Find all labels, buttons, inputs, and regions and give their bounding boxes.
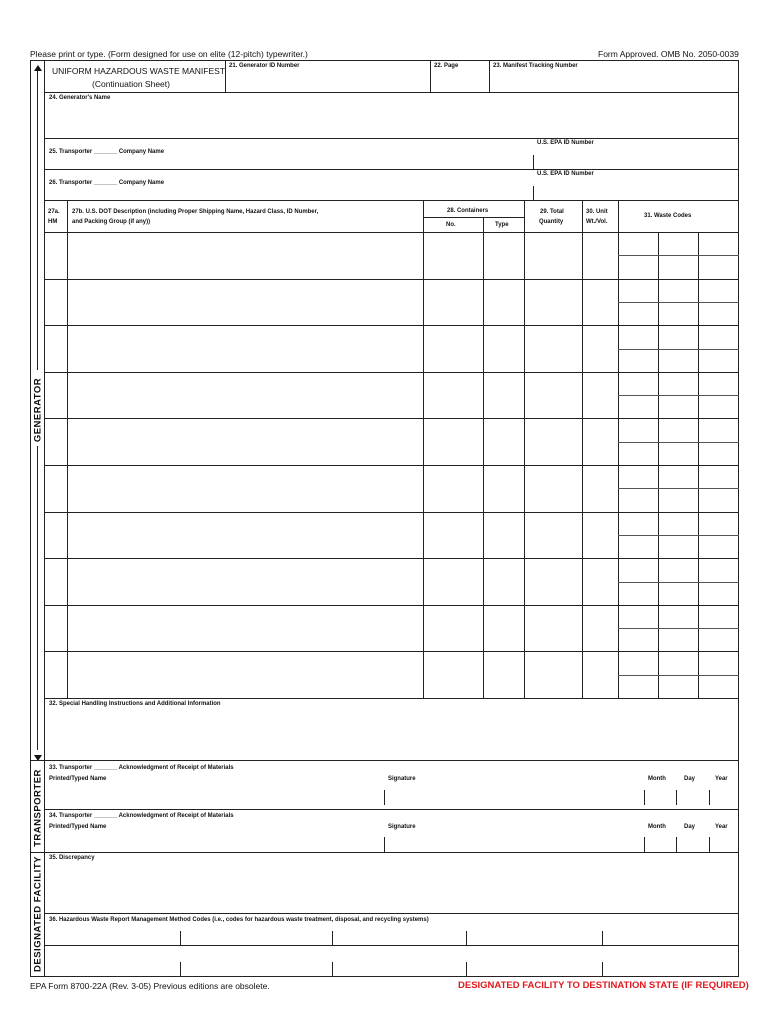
waste-code-field[interactable] (660, 515, 696, 529)
waste-code-field[interactable] (700, 631, 737, 645)
waste-code-subrow-line (618, 349, 739, 350)
unit-label-1: 30. Unit (586, 208, 608, 215)
signature-34-tick (384, 837, 385, 852)
printed-name-34-field[interactable] (49, 836, 379, 850)
waste-code-field[interactable] (660, 654, 696, 668)
waste-code-field[interactable] (620, 375, 656, 389)
unit-field[interactable] (586, 376, 614, 390)
signature-33-label: Signature (388, 775, 416, 782)
table-row-divider (44, 651, 739, 652)
transporter-25-label: 25. Transporter _______ Company Name (49, 148, 165, 155)
method-code-tick-5 (180, 962, 181, 977)
hm-field[interactable] (47, 283, 65, 297)
waste-code-field[interactable] (700, 235, 737, 249)
epa-25-tick (533, 155, 534, 169)
waste-code-field[interactable] (660, 468, 696, 482)
waste-code-field[interactable] (700, 328, 737, 342)
waste-code-field[interactable] (700, 585, 737, 599)
total-quantity-field[interactable] (528, 329, 578, 343)
waste-code-field[interactable] (620, 468, 656, 482)
container-no-field[interactable] (427, 469, 479, 483)
container-type-field[interactable] (487, 655, 520, 669)
side-column-divider (44, 60, 45, 977)
generator-name-label: 24. Generator's Name (49, 94, 111, 101)
container-no-field[interactable] (427, 609, 479, 623)
total-quantity-field[interactable] (528, 469, 578, 483)
unit-field[interactable] (586, 655, 614, 669)
total-quantity-field[interactable] (528, 655, 578, 669)
method-code-8-field[interactable] (470, 960, 598, 974)
method-code-tick-3 (466, 931, 467, 945)
dot-description-label-2: and Packing Group (if any)) (72, 218, 151, 225)
section-divider-transporter (30, 760, 739, 761)
waste-code-field[interactable] (700, 678, 737, 692)
signature-34-label: Signature (388, 823, 416, 830)
year-34-tick (709, 837, 710, 852)
waste-code-field[interactable] (660, 235, 696, 249)
facility-section-label: DESIGNATED FACILITY (32, 856, 44, 972)
container-no-field[interactable] (427, 422, 479, 436)
transporter-25-company-field[interactable] (200, 146, 526, 160)
day-33-tick (676, 790, 677, 805)
unit-field[interactable] (586, 236, 614, 250)
unit-field[interactable] (586, 422, 614, 436)
waste-code-field[interactable] (700, 538, 737, 552)
total-quantity-label-1: 29. Total (540, 208, 564, 215)
waste-code-field[interactable] (620, 654, 656, 668)
generator-section-label: GENERATOR (32, 377, 44, 443)
unit-label-2: Wt./Vol. (586, 218, 608, 225)
day-33-label: Day (684, 775, 695, 782)
section-divider-facility (30, 852, 739, 853)
month-33-field[interactable] (648, 790, 674, 804)
year-34-field[interactable] (713, 837, 737, 851)
row-35-bottom (44, 913, 739, 914)
instructions-text: Please print or type. (Form designed for use on elite (12-pitch) typewriter.) (30, 49, 308, 59)
container-type-field[interactable] (487, 236, 520, 250)
hm-field[interactable] (47, 655, 65, 669)
divider-22 (430, 60, 431, 92)
waste-code-field[interactable] (620, 235, 656, 249)
discrepancy-label: 35. Discrepancy (49, 854, 95, 861)
dot-description-field[interactable] (71, 283, 419, 297)
unit-field[interactable] (586, 609, 614, 623)
col-unit-divider (618, 200, 619, 698)
table-row-divider (44, 605, 739, 606)
method-code-tick-8 (602, 962, 603, 977)
month-33-tick (644, 790, 645, 805)
generator-id-label: 21. Generator ID Number (229, 62, 300, 69)
containers-type-label: Type (495, 221, 509, 228)
waste-code-field[interactable] (660, 538, 696, 552)
form-title: UNIFORM HAZARDOUS WASTE MANIFEST (52, 66, 225, 76)
container-no-field[interactable] (427, 655, 479, 669)
waste-code-field[interactable] (620, 352, 656, 366)
method-code-2-field[interactable] (184, 929, 328, 943)
container-no-field[interactable] (427, 283, 479, 297)
waste-code-field[interactable] (700, 515, 737, 529)
printed-name-33-label: Printed/Typed Name (49, 775, 107, 782)
unit-field[interactable] (586, 283, 614, 297)
waste-code-field[interactable] (620, 305, 656, 319)
dot-description-field[interactable] (71, 422, 419, 436)
year-33-field[interactable] (713, 790, 737, 804)
waste-code-field[interactable] (620, 631, 656, 645)
container-type-field[interactable] (487, 283, 520, 297)
waste-code-field[interactable] (660, 631, 696, 645)
transporter-34-label: 34. Transporter _______ Acknowledgment of Receipt of Materials (49, 812, 234, 819)
waste-code-field[interactable] (620, 515, 656, 529)
waste-code-field[interactable] (660, 282, 696, 296)
row-25-bottom (44, 169, 739, 170)
container-type-field[interactable] (487, 469, 520, 483)
signature-33-field[interactable] (388, 788, 638, 802)
method-code-4-field[interactable] (470, 929, 598, 943)
waste-code-field[interactable] (700, 305, 737, 319)
special-handling-label: 32. Special Handling Instructions and Additional Information (49, 700, 221, 707)
waste-code-field[interactable] (620, 421, 656, 435)
form-number: EPA Form 8700-22A (Rev. 3-05) Previous editions are obsolete. (30, 981, 270, 991)
dot-description-field[interactable] (71, 562, 419, 576)
page-field[interactable] (434, 74, 486, 88)
day-34-field[interactable] (680, 837, 706, 851)
waste-code-field[interactable] (660, 421, 696, 435)
total-quantity-field[interactable] (528, 562, 578, 576)
waste-code-field[interactable] (620, 445, 656, 459)
hm-field[interactable] (47, 422, 65, 436)
waste-code-field[interactable] (700, 421, 737, 435)
total-quantity-field[interactable] (528, 422, 578, 436)
unit-field[interactable] (586, 329, 614, 343)
method-code-tick-6 (332, 962, 333, 977)
method-code-3-field[interactable] (336, 929, 462, 943)
total-quantity-label-2: Quantity (539, 218, 564, 225)
container-no-field[interactable] (427, 516, 479, 530)
generator-name-field[interactable] (49, 108, 733, 134)
month-34-tick (644, 837, 645, 852)
title-row-bottom (44, 92, 739, 93)
table-row-divider (44, 558, 739, 559)
method-code-6-field[interactable] (184, 960, 328, 974)
dot-description-field[interactable] (71, 655, 419, 669)
container-no-field[interactable] (427, 562, 479, 576)
hm-label-1: 27a. (48, 208, 60, 215)
waste-code-field[interactable] (620, 678, 656, 692)
epa-26-tick (533, 186, 534, 200)
waste-code-subrow-line (618, 488, 739, 489)
generator-arrow-line-top (37, 70, 38, 370)
month-33-label: Month (648, 775, 666, 782)
year-33-tick (709, 790, 710, 805)
container-type-field[interactable] (487, 516, 520, 530)
waste-code-field[interactable] (620, 491, 656, 505)
waste-code-field[interactable] (620, 585, 656, 599)
transporter-33-label: 33. Transporter _______ Acknowledgment of Receipt of Materials (49, 764, 234, 771)
waste-code-field[interactable] (660, 305, 696, 319)
total-quantity-field[interactable] (528, 609, 578, 623)
waste-code-field[interactable] (700, 468, 737, 482)
waste-code-field[interactable] (700, 258, 737, 272)
waste-code-subrow-line (618, 255, 739, 256)
row-33-bottom (44, 809, 739, 810)
containers-subdivider (423, 217, 524, 218)
col-no-divider (483, 217, 484, 698)
method-code-tick-4 (602, 931, 603, 945)
method-code-tick-7 (466, 962, 467, 977)
transporter-25-epa-field[interactable] (537, 154, 733, 168)
waste-code-field[interactable] (620, 538, 656, 552)
waste-code-subrow-line (618, 628, 739, 629)
waste-code-field[interactable] (660, 328, 696, 342)
divider-21 (225, 60, 226, 92)
waste-code-field[interactable] (620, 328, 656, 342)
container-type-field[interactable] (487, 376, 520, 390)
form-subtitle: (Continuation Sheet) (92, 79, 170, 89)
waste-code-field[interactable] (620, 561, 656, 575)
waste-code-field[interactable] (660, 445, 696, 459)
month-34-label: Month (648, 823, 666, 830)
waste-code-field[interactable] (700, 398, 737, 412)
waste-code-field[interactable] (660, 258, 696, 272)
unit-field[interactable] (586, 562, 614, 576)
table-row-divider (44, 279, 739, 280)
waste-code-field[interactable] (700, 352, 737, 366)
generator-arrow-line-bottom (37, 446, 38, 750)
col-type-divider (524, 200, 525, 698)
table-row-divider (44, 418, 739, 419)
method-code-5-field[interactable] (49, 960, 177, 974)
unit-field[interactable] (586, 516, 614, 530)
dot-description-field[interactable] (71, 376, 419, 390)
waste-code-field[interactable] (700, 491, 737, 505)
waste-code-field[interactable] (700, 375, 737, 389)
year-34-label: Year (715, 823, 728, 830)
container-type-field[interactable] (487, 562, 520, 576)
waste-code-field[interactable] (660, 561, 696, 575)
row-24-bottom (44, 138, 739, 139)
row-26-bottom (44, 200, 739, 201)
table-row-divider (44, 465, 739, 466)
hm-field[interactable] (47, 516, 65, 530)
arrow-up-icon (33, 64, 43, 76)
container-type-field[interactable] (487, 422, 520, 436)
method-codes-mid-line (44, 945, 739, 946)
manifest-tracking-label: 23. Manifest Tracking Number (493, 62, 578, 69)
transporter-26-epa-field[interactable] (537, 185, 733, 199)
method-code-tick-2 (332, 931, 333, 945)
hm-field[interactable] (47, 236, 65, 250)
dot-description-field[interactable] (71, 469, 419, 483)
hm-field[interactable] (47, 609, 65, 623)
table-row-divider (44, 325, 739, 326)
method-code-7-field[interactable] (336, 960, 462, 974)
transporter-26-label: 26. Transporter _______ Company Name (49, 179, 165, 186)
waste-code-field[interactable] (700, 654, 737, 668)
hm-label-2: HM (48, 218, 58, 225)
signature-33-tick (384, 790, 385, 805)
method-codes-label: 36. Hazardous Waste Report Management Method Codes (i.e., codes for hazardous waste treatment, disposal, and recycling systems) (49, 916, 429, 923)
waste-code-field[interactable] (660, 375, 696, 389)
waste-code-field[interactable] (700, 282, 737, 296)
container-no-field[interactable] (427, 236, 479, 250)
waste-code-field[interactable] (700, 445, 737, 459)
arrow-down-icon (33, 748, 43, 760)
printed-name-34-label: Printed/Typed Name (49, 823, 107, 830)
manifest-tracking-field[interactable] (493, 74, 733, 88)
container-no-field[interactable] (427, 376, 479, 390)
unit-field[interactable] (586, 469, 614, 483)
waste-code-subrow-line (618, 302, 739, 303)
table-bottom (44, 698, 739, 699)
waste-code-field[interactable] (660, 491, 696, 505)
waste-code-subrow-line (618, 582, 739, 583)
waste-code-subrow-line (618, 535, 739, 536)
containers-label: 28. Containers (447, 207, 489, 214)
dot-description-field[interactable] (71, 516, 419, 530)
waste-code-field[interactable] (660, 678, 696, 692)
waste-code-field[interactable] (620, 608, 656, 622)
waste-code-field[interactable] (660, 608, 696, 622)
table-header-bottom (44, 232, 739, 233)
generator-id-field[interactable] (229, 74, 425, 88)
hm-field[interactable] (47, 329, 65, 343)
container-type-field[interactable] (487, 329, 520, 343)
waste-code-field[interactable] (620, 398, 656, 412)
day-33-field[interactable] (680, 790, 706, 804)
containers-no-label: No. (446, 221, 456, 228)
hm-field[interactable] (47, 376, 65, 390)
waste-code-subrow-line (618, 442, 739, 443)
total-quantity-field[interactable] (528, 516, 578, 530)
transporter-26-epa-label: U.S. EPA ID Number (537, 170, 594, 177)
waste-codes-label: 31. Waste Codes (644, 212, 692, 219)
page-label: 22. Page (434, 62, 459, 69)
copy-destination-label: DESIGNATED FACILITY TO DESTINATION STATE (IF REQUIRED) (458, 980, 749, 991)
waste-code-field[interactable] (660, 585, 696, 599)
container-type-field[interactable] (487, 609, 520, 623)
year-33-label: Year (715, 775, 728, 782)
method-code-1-field[interactable] (49, 929, 177, 943)
transporter-26-company-field[interactable] (200, 177, 526, 191)
container-no-field[interactable] (427, 329, 479, 343)
table-row-divider (44, 372, 739, 373)
printed-name-33-field[interactable] (49, 788, 379, 802)
waste-code-subrow-line (618, 395, 739, 396)
omb-approval: Form Approved. OMB No. 2050-0039 (598, 49, 739, 59)
waste-code-field[interactable] (620, 258, 656, 272)
hm-field[interactable] (47, 469, 65, 483)
total-quantity-field[interactable] (528, 283, 578, 297)
transporter-25-epa-label: U.S. EPA ID Number (537, 139, 594, 146)
waste-code-field[interactable] (660, 352, 696, 366)
total-quantity-field[interactable] (528, 236, 578, 250)
day-34-tick (676, 837, 677, 852)
waste-code-subrow-line (618, 675, 739, 676)
dot-description-label-1: 27b. U.S. DOT Description (including Proper Shipping Name, Hazard Class, ID Number, (72, 208, 319, 215)
day-34-label: Day (684, 823, 695, 830)
table-row-divider (44, 512, 739, 513)
waste-code-field[interactable] (700, 561, 737, 575)
waste-code-field[interactable] (620, 282, 656, 296)
dot-description-field[interactable] (71, 236, 419, 250)
signature-34-field[interactable] (388, 836, 638, 850)
divider-23 (489, 60, 490, 92)
dot-description-field[interactable] (71, 609, 419, 623)
hm-field[interactable] (47, 562, 65, 576)
transporter-section-label: TRANSPORTER (32, 769, 44, 847)
dot-description-field[interactable] (71, 329, 419, 343)
waste-code-field[interactable] (660, 398, 696, 412)
special-handling-field[interactable] (49, 712, 733, 756)
waste-code-field[interactable] (700, 608, 737, 622)
method-code-tick-1 (180, 931, 181, 945)
col-qty-divider (582, 200, 583, 698)
col-desc-divider (423, 200, 424, 698)
month-34-field[interactable] (648, 837, 674, 851)
discrepancy-field[interactable] (49, 866, 733, 910)
total-quantity-field[interactable] (528, 376, 578, 390)
col-hm-divider (67, 200, 68, 698)
